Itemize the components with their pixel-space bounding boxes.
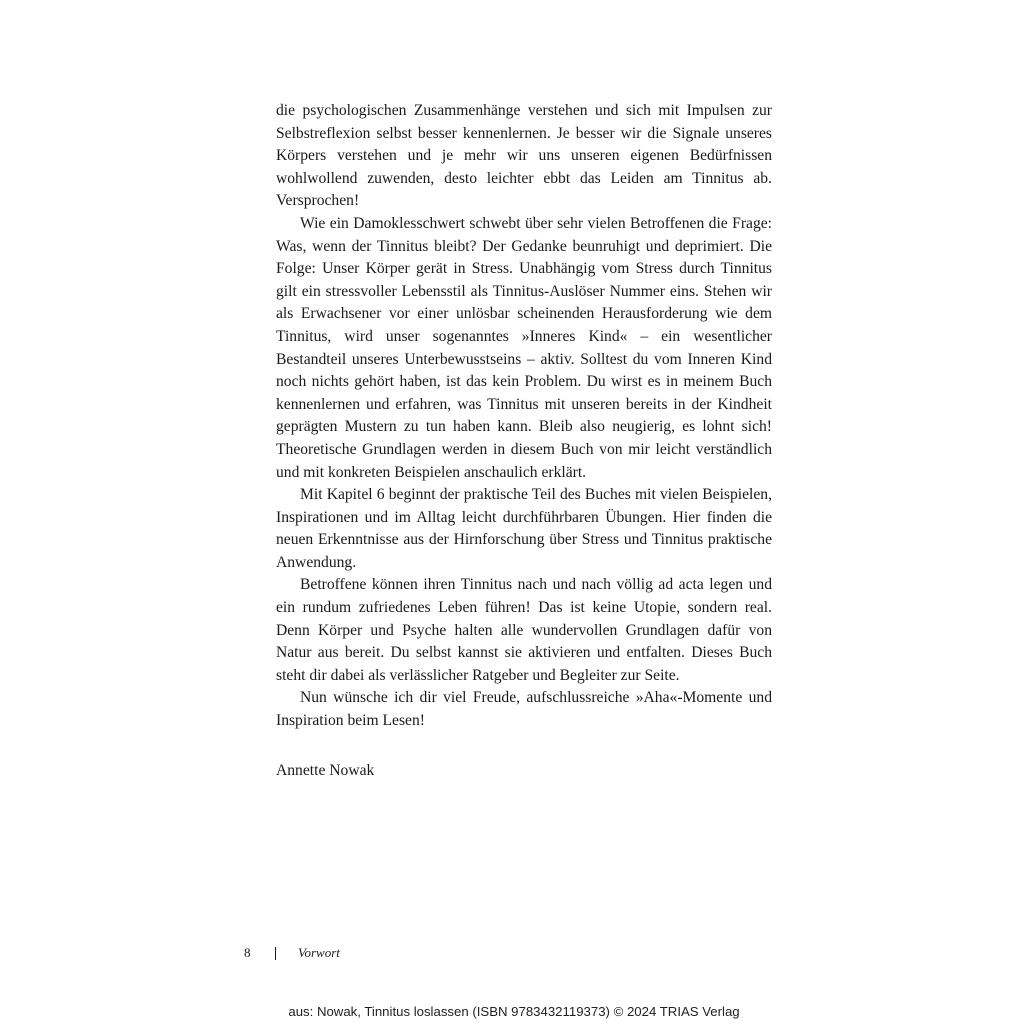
- paragraph: Nun wünsche ich dir viel Freude, aufschlussreiche »Aha«-Momente und Inspiration beim Lesen!: [276, 689, 772, 730]
- page-footer: [244, 944, 340, 962]
- paragraph: Betroffene können ihren Tinnitus nach und nach völlig ad acta legen und ein rundum zufriedenes Leben führen! Das ist keine Utopie, sondern real. Denn Körper und Psyche halten alle wundervollen Grundlagen dafür von Natur aus bereit. Du selbst kannst sie aktivieren und entfalten. Dieses Buch steht dir dabei als verlässlicher Ratgeber und Begleiter zur Seite.: [276, 576, 772, 684]
- page-number: 8: [244, 945, 251, 960]
- author-signature: Annette Nowak: [276, 762, 375, 779]
- footer-divider: [275, 947, 276, 960]
- paragraph: Wie ein Damoklesschwert schwebt über sehr vielen Betroffenen die Frage: Was, wenn der Tinnitus bleibt? Der Gedanke beunruhigt und deprimiert. Die Folge: Unser Körper gerät in Stress. Unabhängig vom Stress durch Tinnitus gilt ein stressvoller Lebensstil als Tinnitus-Auslöser Nummer eins. Stehen wir als Erwachsener vor einer unlösbar scheinenden Herausforderung wie dem Tinnitus, wird unser sogenanntes »Inneres Kind« – ein wesentlicher Bestandteil unseres Unterbewusstseins – aktiv. Solltest du vom Inneren Kind noch nichts gehört haben, ist das kein Problem. Du wirst es in meinem Buch kennenlernen und erfahren, was Tinnitus mit unseren bereits in der Kindheit geprägten Mustern zu tun haben kann. Bleib also neugierig, es lohnt sich! Theoretische Grundlagen werden in diesem Buch von mir leicht verständlich und mit konkreten Beispielen anschaulich erklärt.: [276, 214, 772, 481]
- paragraph: Mit Kapitel 6 beginnt der praktische Teil des Buches mit vielen Beispielen, Inspirationen und im Alltag leicht durchführbaren Übungen. Hier finden die neuen Erkenntnisse aus der Hirnforschung über Stress und Tinnitus praktische Anwendung.: [276, 486, 772, 571]
- body-text: [276, 100, 772, 733]
- section-title: Vorwort: [298, 945, 340, 960]
- source-citation: aus: Nowak, Tinnitus loslassen (ISBN 9783432119373) © 2024 TRIAS Verlag: [288, 1004, 740, 1019]
- paragraph: die psychologischen Zusammenhänge verstehen und sich mit Impulsen zur Selbstreflexion selbst besser kennenlernen. Je besser wir die Signale unseres Körpers verstehen und je mehr wir uns unseren eigenen Bedürfnissen wohlwollend zuwenden, desto leichter ebbt das Leiden am Tinnitus ab. Versprochen!: [276, 102, 772, 210]
